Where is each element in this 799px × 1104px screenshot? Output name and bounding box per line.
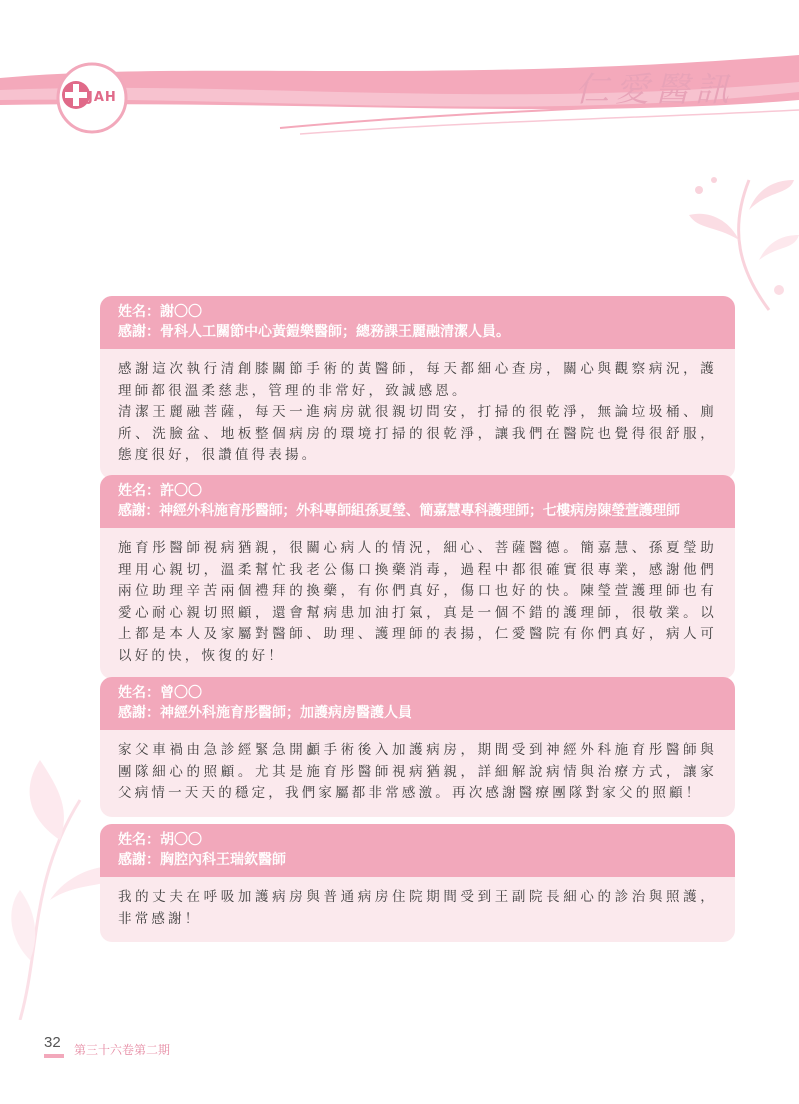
thanks-recipients: 感謝：胸腔內科王瑞欽醫師 (118, 852, 286, 868)
testimonial-card (100, 824, 735, 942)
thanks-recipients: 感謝：神經外科施育彤醫師；外科專師組孫夏瑩、簡嘉慧專科護理師；七樓病房陳瑩萱護理師 (118, 503, 680, 519)
testimonial-text (100, 528, 735, 679)
testimonial-paragraph: 家父車禍由急診經緊急開顱手術後入加護病房，期間受到神經外科施育彤醫師與團隊細心的照顧。尤其是施育彤醫師視病猶親，詳細解說病情與治療方式，讓家父病情一天天的穩定，我們家屬都非常感激。再次感謝醫療團隊對家父的照顧！ (118, 742, 717, 801)
testimonial-text (100, 349, 735, 479)
testimonial-card (100, 475, 735, 679)
patient-name: 姓名：謝〇〇 (118, 304, 202, 320)
patient-name: 姓名：曾〇〇 (118, 685, 202, 701)
issue-label: 第三十六卷第二期 (74, 1043, 171, 1057)
testimonial-card (100, 296, 735, 479)
card-header (100, 824, 735, 877)
thanks-recipients: 感謝：神經外科施育彤醫師；加護病房醫護人員 (118, 705, 412, 721)
page-number: 32 (44, 1034, 61, 1051)
patient-name: 姓名：胡〇〇 (118, 832, 202, 848)
footer-accent-bar (44, 1054, 64, 1058)
testimonial-text (100, 877, 735, 942)
testimonial-paragraph: 施育彤醫師視病猶親，很關心病人的情況，細心、菩薩醫德。簡嘉慧、孫夏瑩助理用心親切，溫柔幫忙我老公傷口換藥消毒，過程中都很確實很專業，感謝他們兩位助理辛苦兩個禮拜的換藥，有你們真好，傷口也好的快。陳瑩萱護理師也有愛心耐心親切照顧，還會幫病患加油打氣，真是一個不錯的護理師，很敬業。以上都是本人及家屬對醫師、助理、護理師的表揚，仁愛醫院有你們真好，病人可以好的快，恢復的好！ (118, 540, 717, 664)
testimonial-paragraph: 我的丈夫在呼吸加護病房與普通病房住院期間受到王副院長細心的診治與照護，非常感謝！ (118, 889, 717, 927)
card-header (100, 296, 735, 349)
testimonial-card (100, 677, 735, 817)
card-header (100, 475, 735, 528)
testimonial-text (100, 730, 735, 817)
patient-name: 姓名：許〇〇 (118, 483, 202, 499)
thanks-recipients: 感謝：骨科人工關節中心黃鎧樂醫師；總務課王麗融清潔人員。 (118, 324, 510, 340)
publication-title: 仁愛醫訊 (575, 70, 735, 110)
floral-decoration-icon (619, 150, 799, 320)
logo-text: JAH (88, 90, 117, 105)
testimonial-paragraph: 感謝這次執行清創膝關節手術的黃醫師，每天都細心查房，關心與觀察病況，護理師都很溫柔慈悲，管理的非常好，致誠感恩。 清潔王麗融菩薩，每天一進病房就很親切問安，打掃的很乾淨，無論垃圾桶、廁所、洗臉盆、地板整個病房的環境打掃的很乾淨，讓我們在醫院也覺得很舒服，態度很好，很讚值得表揚。 (118, 361, 717, 463)
card-header (100, 677, 735, 730)
